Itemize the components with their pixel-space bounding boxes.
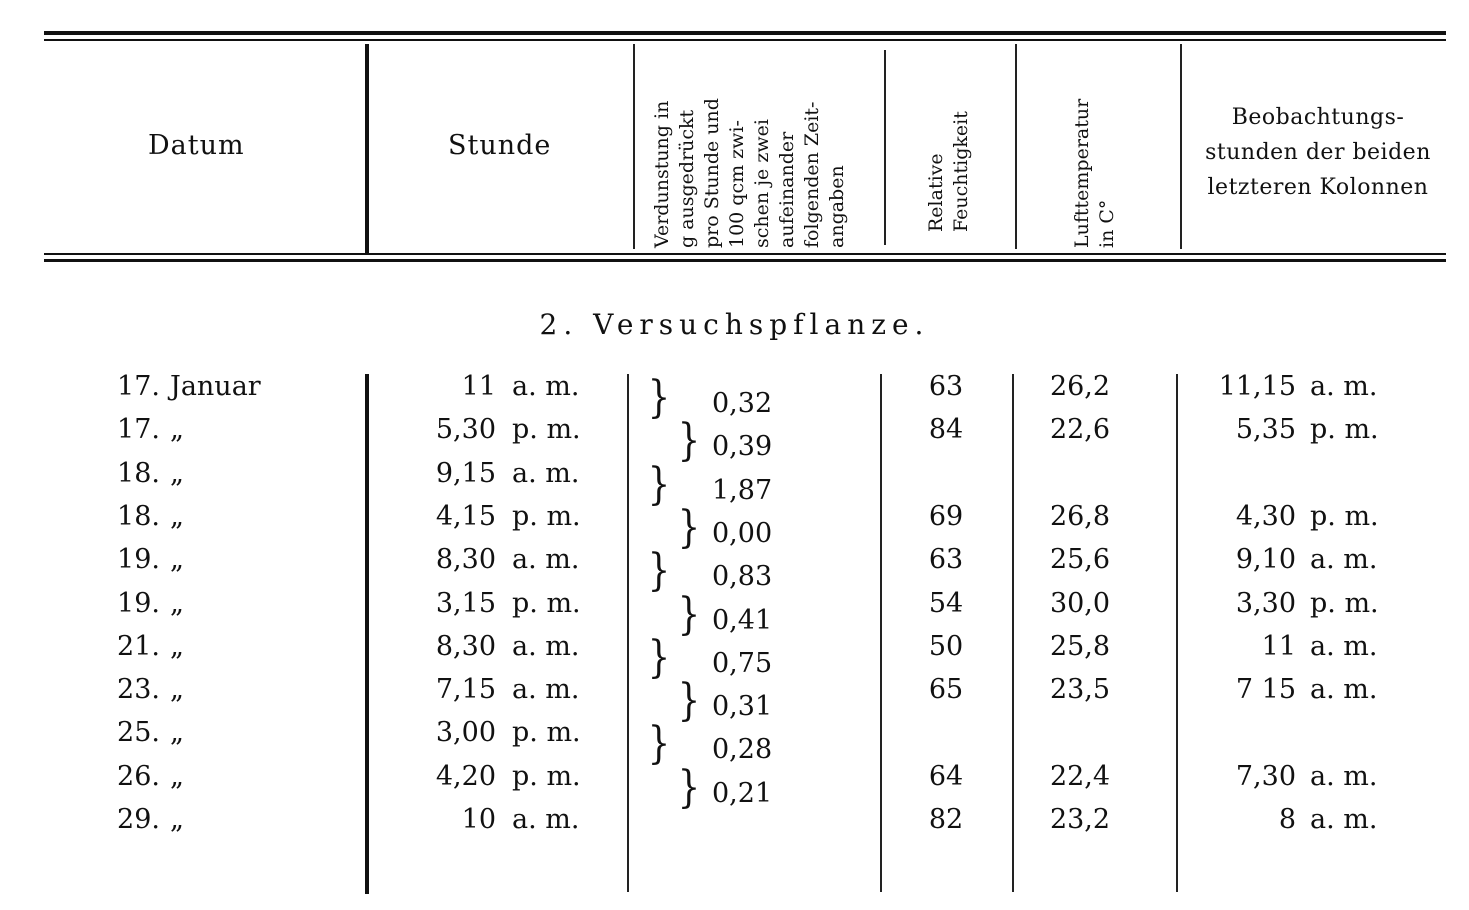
header-temperatur	[1070, 46, 1120, 248]
cell-verdunstung: 0,31	[712, 691, 773, 723]
cell-ampm: a. m.	[512, 630, 580, 662]
header-verdunstung-line: aufeinander	[776, 131, 798, 248]
header-beobachtung	[1188, 100, 1448, 205]
cell-hour: 4,20	[435, 760, 496, 792]
cell-temp: 30,0	[1049, 587, 1111, 619]
header-verdunstung-line: Verdunstung in	[651, 100, 673, 248]
cell-month: „	[170, 500, 184, 532]
cell-verdunstung: 0,00	[712, 517, 773, 549]
cell-day: 29.	[117, 804, 160, 835]
cell-verdunstung: 0,75	[712, 647, 773, 679]
cell-verdunstung: 0,21	[712, 777, 773, 809]
cell-temp: 26,2	[1049, 371, 1111, 402]
cell-hour: 8,30	[435, 630, 496, 662]
cell-beob-ap: a. m.	[1310, 804, 1378, 835]
body-divider-verdunstung	[880, 374, 882, 892]
cell-beob-ap: a. m.	[1310, 760, 1378, 792]
cell-day: 18.	[117, 457, 160, 489]
header-feuchtigkeit-line: Feuchtigkeit	[950, 111, 972, 232]
col-divider-stunde	[633, 44, 635, 249]
cell-month: „	[170, 804, 184, 835]
cell-hour: 5,30	[435, 414, 496, 446]
cell-hour: 8,30	[435, 544, 496, 576]
header-verdunstung-line: angaben	[826, 165, 848, 248]
cell-ampm: p. m.	[512, 587, 581, 619]
brace-icon: }	[647, 545, 671, 597]
cell-feucht: 63	[928, 544, 964, 576]
cell-beob-t: 11	[1261, 630, 1296, 662]
cell-month: „	[170, 587, 184, 619]
header-stunde: Stunde	[448, 130, 552, 161]
header-feuchtigkeit-line: Relative	[925, 153, 947, 232]
header-bottom-rule-thick	[44, 259, 1446, 262]
header-verdunstung-line: pro Stunde und	[701, 98, 723, 248]
cell-beob-ap: p. m.	[1310, 414, 1379, 446]
header-temperatur-line: in C°	[1096, 199, 1118, 248]
cell-feucht: 65	[928, 674, 964, 706]
cell-month: Januar	[170, 371, 261, 402]
cell-month: „	[170, 544, 184, 576]
cell-day: 23.	[117, 674, 160, 706]
cell-temp: 25,8	[1049, 630, 1111, 662]
cell-ampm: p. m.	[512, 760, 581, 792]
cell-verdunstung: 0,32	[712, 388, 773, 419]
cell-day: 26.	[117, 760, 160, 792]
cell-month: „	[170, 674, 184, 706]
cell-ampm: a. m.	[512, 804, 580, 835]
cell-beob-ap: a. m.	[1310, 674, 1378, 706]
cell-temp: 22,6	[1049, 414, 1111, 446]
col-divider-verdunstung	[884, 50, 886, 245]
brace-icon: }	[647, 372, 671, 423]
cell-day: 21.	[117, 630, 160, 662]
cell-day: 17.	[117, 414, 160, 446]
cell-verdunstung: 0,28	[712, 734, 773, 766]
cell-feucht: 82	[928, 804, 964, 835]
header-verdunstung-line: g ausgedrückt	[676, 109, 698, 248]
cell-day: 18.	[117, 500, 160, 532]
cell-beob-ap: a. m.	[1310, 371, 1378, 402]
cell-beob-ap: p. m.	[1310, 500, 1379, 532]
header-verdunstung-line: folgenden Zeit-	[801, 101, 823, 248]
cell-hour: 4,15	[435, 500, 496, 532]
brace-icon: }	[677, 675, 701, 727]
brace-icon: }	[677, 415, 701, 467]
cell-hour: 10	[461, 804, 496, 835]
cell-beob-t: 7 15	[1235, 674, 1296, 706]
cell-beob-t: 5,35	[1235, 414, 1296, 446]
cell-hour: 3,15	[435, 587, 496, 619]
cell-month: „	[170, 414, 184, 446]
cell-temp: 22,4	[1049, 760, 1111, 792]
header-temperatur-line: Lufttemperatur	[1071, 98, 1093, 248]
cell-temp: 23,5	[1049, 674, 1111, 706]
brace-icon: }	[647, 631, 671, 683]
cell-temp: 25,6	[1049, 544, 1111, 576]
cell-ampm: p. m.	[512, 717, 581, 749]
cell-verdunstung: 0,41	[712, 604, 773, 636]
cell-feucht: 54	[928, 587, 964, 619]
body-divider-temp	[1176, 374, 1178, 892]
brace-icon: }	[677, 501, 701, 553]
brace-icon: }	[647, 718, 671, 770]
cell-hour: 3,00	[435, 717, 496, 749]
cell-temp: 23,2	[1049, 804, 1111, 835]
cell-day: 25.	[117, 717, 160, 749]
cell-ampm: p. m.	[512, 414, 581, 446]
cell-month: „	[170, 630, 184, 662]
cell-month: „	[170, 760, 184, 792]
cell-day: 17.	[117, 371, 160, 402]
col-divider-temp	[1180, 44, 1182, 249]
body-divider-datum	[365, 374, 369, 894]
cell-beob-t: 4,30	[1235, 500, 1296, 532]
cell-feucht: 50	[928, 630, 964, 662]
brace-icon: }	[647, 458, 671, 510]
body-divider-stunde	[627, 374, 629, 892]
cell-feucht: 63	[928, 371, 964, 402]
cell-feucht: 84	[928, 414, 964, 446]
header-verdunstung	[650, 46, 850, 248]
header-bottom-rule-thin	[44, 253, 1446, 255]
header-beobachtung-line: stunden der beiden	[1205, 140, 1431, 165]
section-title: 2. Versuchspflanze.	[539, 308, 930, 341]
col-divider-datum	[365, 44, 369, 254]
cell-ampm: a. m.	[512, 457, 580, 489]
cell-ampm: a. m.	[512, 371, 580, 402]
brace-icon: }	[677, 588, 701, 640]
cell-month: „	[170, 457, 184, 489]
body-divider-feucht	[1012, 374, 1014, 892]
cell-verdunstung: 1,87	[712, 474, 773, 506]
header-verdunstung-line: 100 qcm zwi-	[726, 120, 748, 248]
cell-ampm: p. m.	[512, 500, 581, 532]
top-rule-thin	[44, 39, 1446, 41]
brace-icon: }	[677, 761, 701, 813]
header-beobachtung-line: Beobachtungs-	[1231, 105, 1405, 130]
cell-beob-t: 7,30	[1235, 760, 1296, 792]
cell-ampm: a. m.	[512, 544, 580, 576]
cell-hour: 7,15	[435, 674, 496, 706]
cell-verdunstung: 0,39	[712, 431, 773, 463]
cell-hour: 9,15	[435, 457, 496, 489]
cell-beob-t: 9,10	[1235, 544, 1296, 576]
cell-verdunstung: 0,83	[712, 561, 773, 593]
cell-beob-t: 3,30	[1235, 587, 1296, 619]
cell-day: 19.	[117, 544, 160, 576]
cell-hour: 11	[461, 371, 496, 402]
col-divider-feucht	[1015, 44, 1017, 249]
cell-temp: 26,8	[1049, 500, 1111, 532]
cell-month: „	[170, 717, 184, 749]
cell-feucht: 64	[928, 760, 964, 792]
cell-beob-ap: a. m.	[1310, 630, 1378, 662]
header-verdunstung-line: schen je zwei	[751, 119, 773, 248]
cell-beob-t: 8	[1278, 804, 1296, 835]
cell-feucht: 69	[928, 500, 964, 532]
header-feuchtigkeit	[924, 60, 974, 232]
cell-day: 19.	[117, 587, 160, 619]
header-datum: Datum	[148, 130, 245, 161]
cell-beob-ap: p. m.	[1310, 587, 1379, 619]
top-rule-thick	[44, 31, 1446, 35]
cell-beob-ap: a. m.	[1310, 544, 1378, 576]
cell-ampm: a. m.	[512, 674, 580, 706]
cell-beob-t: 11,15	[1218, 371, 1296, 402]
header-beobachtung-line: letzteren Kolonnen	[1207, 175, 1429, 200]
